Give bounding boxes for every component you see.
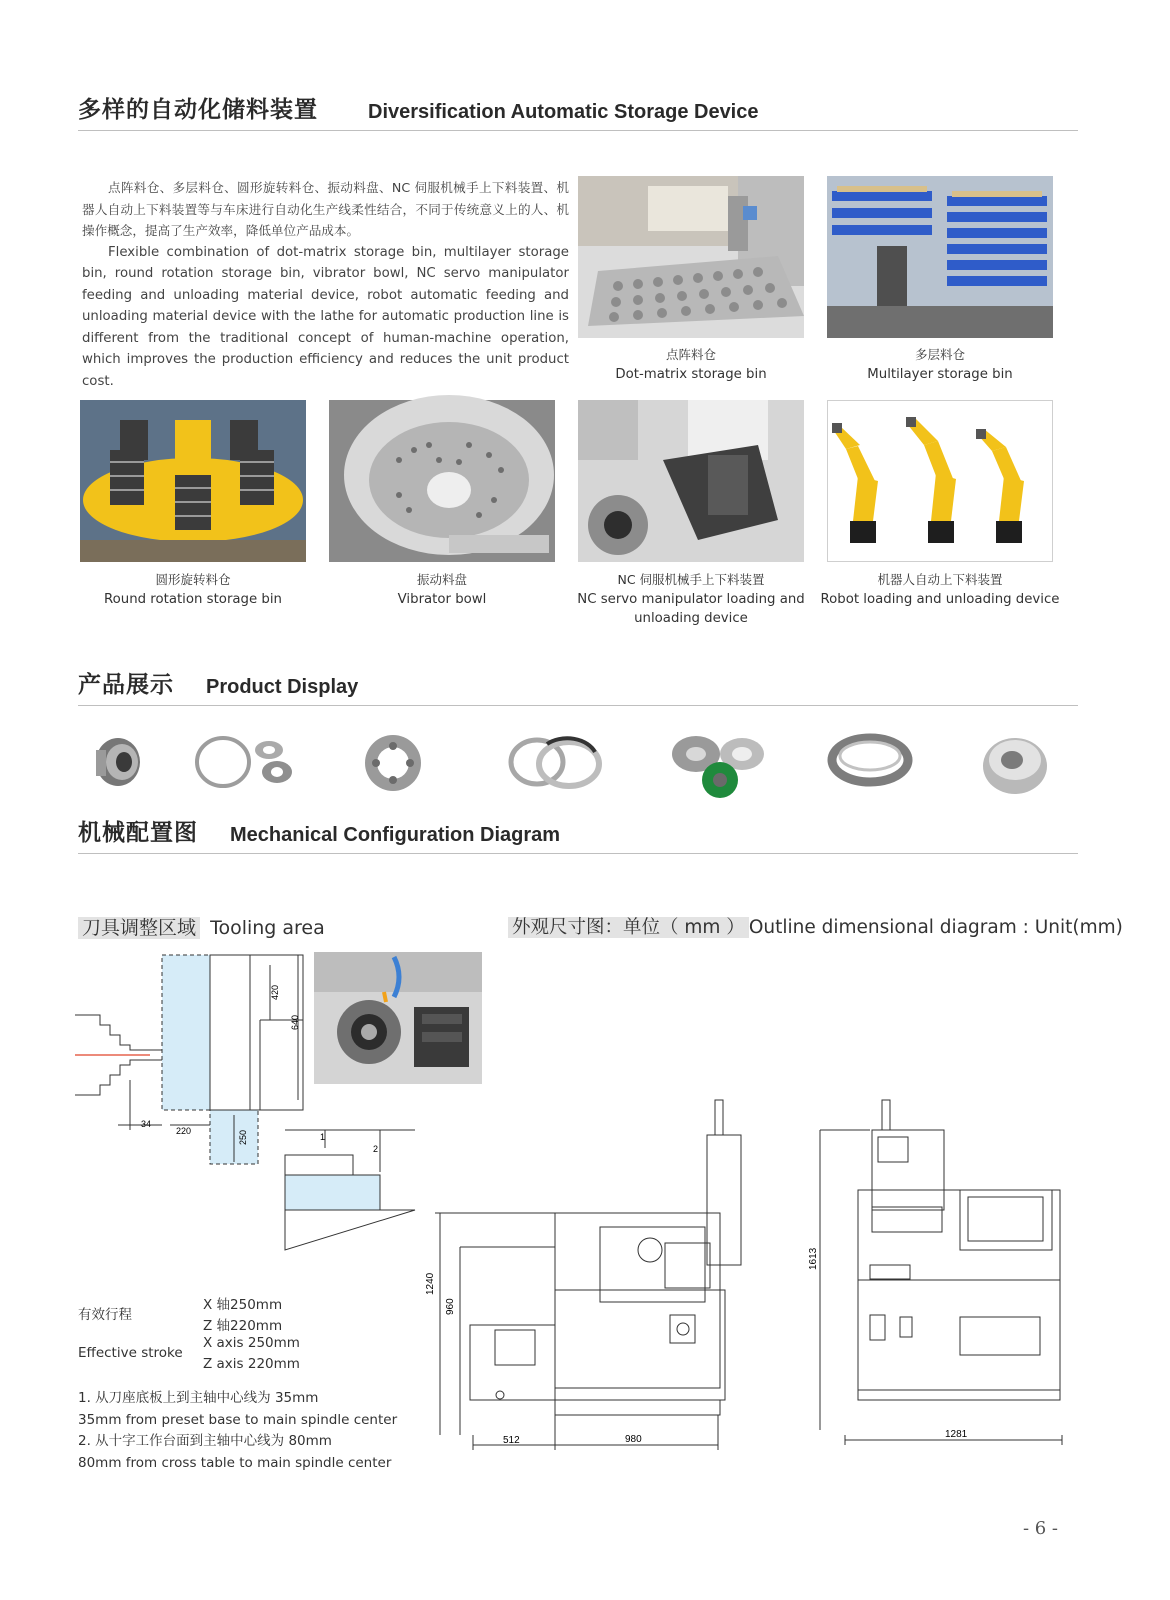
outline-heading	[508, 915, 1123, 941]
caption-nc-servo	[572, 570, 810, 629]
caption-cn: 振动料盘	[416, 572, 467, 587]
stroke-x-cn: X 轴250mm	[203, 1297, 283, 1313]
section-title-en: Mechanical Configuration Diagram	[230, 824, 561, 846]
caption-en: NC servo manipulator loading and unloading device	[577, 591, 805, 626]
caption-cn: 点阵料仓	[665, 347, 716, 362]
product-4	[507, 732, 603, 792]
section-title-mechanical	[78, 813, 1078, 854]
front-view-diagram	[810, 1085, 1080, 1465]
stroke-z-cn: Z 轴220mm	[203, 1318, 283, 1334]
section-title-products	[78, 665, 1078, 706]
caption-cn: NC 伺服机械手上下料装置	[617, 572, 765, 587]
side-view-diagram	[425, 1085, 770, 1465]
product-5	[668, 732, 768, 802]
caption-en: Dot-matrix storage bin	[615, 366, 767, 382]
dim-960: 960	[445, 1298, 456, 1315]
tooling-heading-cn: 刀具调整区域	[78, 917, 200, 939]
notes	[78, 1388, 397, 1474]
dim-1613: 1613	[808, 1247, 819, 1270]
note-1-cn: 1. 从刀座底板上到主轴中心线为 35mm	[78, 1390, 319, 1406]
dim-250: 250	[238, 1129, 248, 1145]
stroke-label-cn: 有效行程	[78, 1307, 132, 1323]
dim-512: 512	[503, 1435, 520, 1446]
photo-robot	[827, 400, 1053, 562]
note-2-en: 80mm from cross table to main spindle center	[78, 1454, 392, 1471]
caption-en: Vibrator bowl	[397, 591, 487, 607]
dim-1: 1	[320, 1132, 326, 1142]
product-6	[828, 732, 912, 788]
dim-2: 2	[373, 1144, 379, 1154]
dim-34: 34	[141, 1119, 152, 1129]
photo-tooling	[314, 952, 482, 1084]
tooling-heading	[78, 915, 325, 941]
photo-round-rotation	[80, 400, 306, 562]
photo-nc-servo	[578, 400, 804, 562]
photo-dot-matrix	[578, 176, 804, 338]
product-7	[980, 732, 1050, 796]
caption-dot-matrix	[578, 345, 804, 384]
dim-1240: 1240	[425, 1272, 436, 1295]
intro-cn: 点阵料仓、多层料仓、圆形旋转料仓、振动料盘、NC 伺服机械手上下料装置、机器人自动上下料装置等与车床进行自动化生产线柔性结合，不同于传统意义上的人、机操作概念，提高了生产效率，降低单位产品成本。	[82, 180, 569, 238]
outline-heading-cn: 外观尺寸图：单位（ mm ）	[508, 917, 749, 938]
section-title-cn: 机械配置图	[78, 820, 198, 846]
tooling-heading-en: Tooling area	[210, 917, 325, 939]
section-title-en: Diversification Automatic Storage Device	[368, 101, 759, 123]
section-title-cn: 多样的自动化储料装置	[78, 97, 318, 123]
dim-420: 420	[270, 984, 280, 1000]
caption-en: Robot loading and unloading device	[820, 591, 1060, 607]
note-2-cn: 2. 从十字工作台面到主轴中心线为 80mm	[78, 1433, 332, 1449]
page-number: - 6 -	[1022, 1518, 1058, 1539]
intro-en: Flexible combination of dot-matrix storage bin, multilayer storage bin, round rotation storage bin, vibrator bowl, NC servo manipulator feeding and unloading material device, robot automatic feeding and unloading material device with the lathe for automatic production line is different from the traditional concept of human-machine operation, which improves the production efficiency and reduces the unit product cost.	[82, 244, 569, 389]
caption-cn: 圆形旋转料仓	[155, 572, 231, 587]
product-3	[362, 732, 424, 794]
caption-vibrator-bowl	[329, 570, 555, 609]
photo-multilayer	[827, 176, 1053, 338]
intro-text	[82, 177, 569, 392]
dim-1281: 1281	[945, 1429, 968, 1440]
caption-round-rotation	[80, 570, 306, 609]
photo-vibrator-bowl	[329, 400, 555, 562]
note-1-en: 35mm from preset base to main spindle center	[78, 1411, 398, 1428]
stroke-z-en: Z axis 220mm	[203, 1356, 300, 1372]
caption-cn: 多层料仓	[914, 347, 965, 362]
dim-220: 220	[176, 1126, 192, 1136]
caption-multilayer	[827, 345, 1053, 384]
dim-640: 640	[290, 1014, 300, 1030]
dim-980: 980	[625, 1434, 642, 1445]
section-title-cn: 产品展示	[78, 672, 174, 698]
caption-cn: 机器人自动上下料装置	[877, 572, 1003, 587]
caption-en: Multilayer storage bin	[867, 366, 1013, 382]
section-title-storage	[78, 90, 1078, 131]
caption-en: Round rotation storage bin	[104, 591, 282, 607]
caption-robot	[812, 570, 1068, 609]
outline-heading-en: Outline dimensional diagram : Unit(mm)	[748, 917, 1123, 938]
section-title-en: Product Display	[206, 676, 359, 698]
product-2	[195, 732, 295, 792]
stroke-label-en: Effective stroke	[78, 1345, 183, 1361]
stroke-x-en: X axis 250mm	[203, 1335, 300, 1351]
product-1	[88, 732, 150, 792]
